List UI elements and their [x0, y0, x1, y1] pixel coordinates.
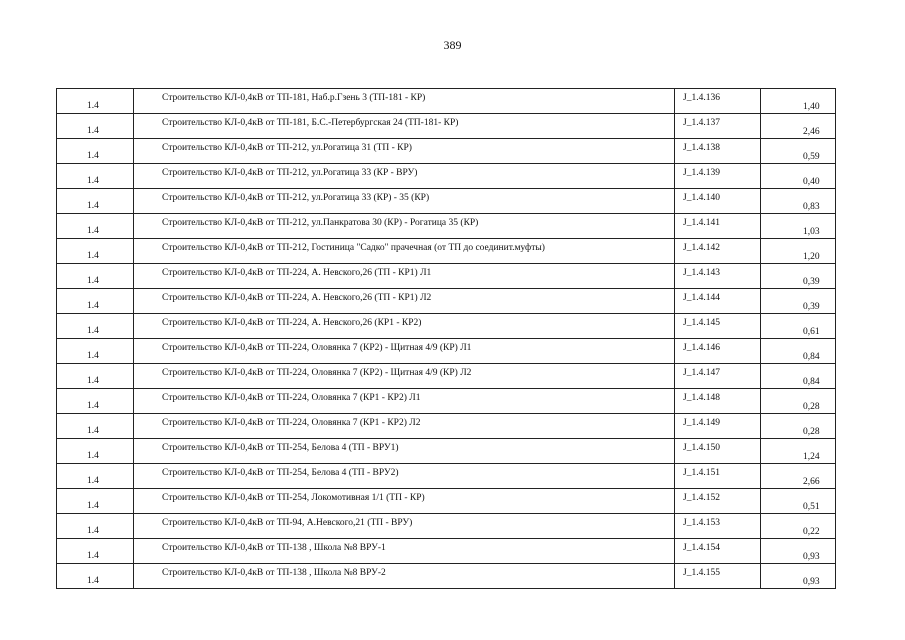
row-code-cell [57, 164, 134, 189]
row-description: Строительство КЛ-0,4кВ от ТП-224, А. Невского,26 (ТП - КР1) Л1 [162, 268, 432, 278]
row-id: J_1.4.153 [683, 518, 720, 528]
row-id: J_1.4.150 [683, 443, 720, 453]
row-value-cell [761, 464, 836, 489]
row-id: J_1.4.143 [683, 268, 720, 278]
row-code-cell [57, 89, 134, 114]
row-value: 1,03 [803, 227, 820, 237]
row-description-cell [134, 439, 675, 464]
row-value: 1,24 [803, 452, 820, 462]
table-row [57, 239, 836, 264]
row-id: J_1.4.148 [683, 393, 720, 403]
row-description-cell [134, 464, 675, 489]
row-value-cell [761, 89, 836, 114]
row-value-cell [761, 264, 836, 289]
row-value-cell [761, 339, 836, 364]
row-description-cell [134, 264, 675, 289]
table-row [57, 214, 836, 239]
row-value-cell [761, 489, 836, 514]
table-row [57, 389, 836, 414]
row-id: J_1.4.144 [683, 293, 720, 303]
row-id-cell [675, 164, 761, 189]
row-value-cell [761, 164, 836, 189]
row-description: Строительство КЛ-0,4кВ от ТП-181, Наб.р.Гзень 3 (ТП-181 - КР) [162, 93, 426, 103]
row-value: 0,59 [803, 152, 820, 162]
row-id-cell [675, 264, 761, 289]
row-id-cell [675, 514, 761, 539]
row-id: J_1.4.152 [683, 493, 720, 503]
row-description-cell [134, 139, 675, 164]
row-value: 0,61 [803, 327, 820, 337]
row-id-cell [675, 564, 761, 589]
row-value: 2,46 [803, 127, 820, 137]
row-id: J_1.4.142 [683, 243, 720, 253]
row-value-cell [761, 239, 836, 264]
row-code: 1.4 [87, 326, 99, 336]
row-code-cell [57, 289, 134, 314]
row-code: 1.4 [87, 201, 99, 211]
row-value: 1,40 [803, 102, 820, 112]
row-id: J_1.4.154 [683, 543, 720, 553]
row-id-cell [675, 439, 761, 464]
row-description-cell [134, 239, 675, 264]
document-table [56, 88, 836, 589]
row-description: Строительство КЛ-0,4кВ от ТП-212, ул.Панкратова 30 (КР) - Рогатица 35 (КР) [162, 218, 479, 228]
row-value: 0,40 [803, 177, 820, 187]
row-id: J_1.4.137 [683, 118, 720, 128]
row-value: 0,22 [803, 527, 820, 537]
row-code-cell [57, 414, 134, 439]
row-description: Строительство КЛ-0,4кВ от ТП-254, Белова 4 (ТП - ВРУ1) [162, 443, 399, 453]
row-code: 1.4 [87, 276, 99, 286]
row-description: Строительство КЛ-0,4кВ от ТП-212, ул.Рогатица 33 (КР) - 35 (КР) [162, 193, 430, 203]
table-row [57, 489, 836, 514]
row-id-cell [675, 239, 761, 264]
row-value-cell [761, 314, 836, 339]
row-description: Строительство КЛ-0,4кВ от ТП-224, Оловянка 7 (КР1 - КР2) Л2 [162, 418, 421, 428]
row-id-cell [675, 389, 761, 414]
row-value: 0,83 [803, 202, 820, 212]
row-id: J_1.4.136 [683, 93, 720, 103]
row-id-cell [675, 414, 761, 439]
table-row [57, 114, 836, 139]
row-value-cell [761, 539, 836, 564]
row-description: Строительство КЛ-0,4кВ от ТП-212, ул.Рогатица 33 (КР - ВРУ) [162, 168, 418, 178]
row-code: 1.4 [87, 501, 99, 511]
table-row [57, 264, 836, 289]
row-id-cell [675, 214, 761, 239]
row-code: 1.4 [87, 151, 99, 161]
row-id: J_1.4.155 [683, 568, 720, 578]
row-value: 0,93 [803, 552, 820, 562]
row-code-cell [57, 314, 134, 339]
row-code-cell [57, 489, 134, 514]
row-id: J_1.4.140 [683, 193, 720, 203]
row-description-cell [134, 314, 675, 339]
row-value: 0,93 [803, 577, 820, 587]
row-id-cell [675, 314, 761, 339]
row-value-cell [761, 439, 836, 464]
row-description-cell [134, 514, 675, 539]
row-code-cell [57, 139, 134, 164]
row-description-cell [134, 214, 675, 239]
row-code: 1.4 [87, 351, 99, 361]
row-id-cell [675, 189, 761, 214]
row-description-cell [134, 414, 675, 439]
row-code-cell [57, 114, 134, 139]
row-description: Строительство КЛ-0,4кВ от ТП-224, А. Невского,26 (КР1 - КР2) [162, 318, 422, 328]
row-value: 0,39 [803, 277, 820, 287]
row-description-cell [134, 289, 675, 314]
table-row [57, 89, 836, 114]
row-value-cell [761, 364, 836, 389]
row-description: Строительство КЛ-0,4кВ от ТП-138 , Школа №8 ВРУ-2 [162, 568, 386, 578]
row-description: Строительство КЛ-0,4кВ от ТП-224, Оловянка 7 (КР2) - Щитная 4/9 (КР) Л1 [162, 343, 472, 353]
row-value-cell [761, 414, 836, 439]
row-value-cell [761, 389, 836, 414]
row-value-cell [761, 564, 836, 589]
row-id-cell [675, 539, 761, 564]
row-code-cell [57, 264, 134, 289]
row-value-cell [761, 214, 836, 239]
row-value: 0,51 [803, 502, 820, 512]
row-id-cell [675, 139, 761, 164]
row-code: 1.4 [87, 126, 99, 136]
table-body [57, 89, 836, 589]
row-code-cell [57, 439, 134, 464]
row-code-cell [57, 539, 134, 564]
row-code: 1.4 [87, 176, 99, 186]
row-value-cell [761, 139, 836, 164]
row-description-cell [134, 539, 675, 564]
row-code: 1.4 [87, 551, 99, 561]
row-code: 1.4 [87, 426, 99, 436]
row-code: 1.4 [87, 526, 99, 536]
row-id-cell [675, 339, 761, 364]
row-value-cell [761, 114, 836, 139]
row-code: 1.4 [87, 451, 99, 461]
table-row [57, 364, 836, 389]
row-code-cell [57, 564, 134, 589]
row-description-cell [134, 189, 675, 214]
row-code-cell [57, 514, 134, 539]
row-description-cell [134, 339, 675, 364]
row-id: J_1.4.146 [683, 343, 720, 353]
row-code: 1.4 [87, 101, 99, 111]
table-row [57, 339, 836, 364]
row-description: Строительство КЛ-0,4кВ от ТП-254, Локомотивная 1/1 (ТП - КР) [162, 493, 425, 503]
row-code: 1.4 [87, 476, 99, 486]
row-description: Строительство КЛ-0,4кВ от ТП-224, А. Невского,26 (ТП - КР1) Л2 [162, 293, 432, 303]
row-code: 1.4 [87, 376, 99, 386]
row-value: 0,28 [803, 402, 820, 412]
row-description: Строительство КЛ-0,4кВ от ТП-138 , Школа №8 ВРУ-1 [162, 543, 386, 553]
table-row [57, 439, 836, 464]
table-row [57, 139, 836, 164]
row-id-cell [675, 489, 761, 514]
row-id-cell [675, 364, 761, 389]
table-row [57, 314, 836, 339]
row-value-cell [761, 514, 836, 539]
row-code: 1.4 [87, 251, 99, 261]
row-value: 0,84 [803, 352, 820, 362]
row-code-cell [57, 339, 134, 364]
row-description-cell [134, 364, 675, 389]
row-description-cell [134, 114, 675, 139]
table-row [57, 414, 836, 439]
row-value: 1,20 [803, 252, 820, 262]
table-row [57, 564, 836, 589]
row-description: Строительство КЛ-0,4кВ от ТП-94, А.Невского,21 (ТП - ВРУ) [162, 518, 413, 528]
row-id: J_1.4.149 [683, 418, 720, 428]
row-description: Строительство КЛ-0,4кВ от ТП-212, Гостиница "Садко" прачечная (от ТП до соединит.муфты) [162, 243, 545, 253]
row-description: Строительство КЛ-0,4кВ от ТП-254, Белова 4 (ТП - ВРУ2) [162, 468, 399, 478]
row-description: Строительство КЛ-0,4кВ от ТП-224, Оловянка 7 (КР2) - Щитная 4/9 (КР) Л2 [162, 368, 472, 378]
table-row [57, 164, 836, 189]
row-code: 1.4 [87, 301, 99, 311]
table-row [57, 539, 836, 564]
row-code-cell [57, 189, 134, 214]
row-id: J_1.4.141 [683, 218, 720, 228]
row-id: J_1.4.151 [683, 468, 720, 478]
row-id: J_1.4.145 [683, 318, 720, 328]
table-row [57, 189, 836, 214]
row-value: 0,39 [803, 302, 820, 312]
row-description-cell [134, 389, 675, 414]
row-value: 0,28 [803, 427, 820, 437]
row-code-cell [57, 389, 134, 414]
row-description: Строительство КЛ-0,4кВ от ТП-181, Б.С.-Петербургская 24 (ТП-181- КР) [162, 118, 459, 128]
row-value: 2,66 [803, 477, 820, 487]
row-id: J_1.4.139 [683, 168, 720, 178]
row-code-cell [57, 464, 134, 489]
row-description-cell [134, 489, 675, 514]
row-description: Строительство КЛ-0,4кВ от ТП-212, ул.Рогатица 31 (ТП - КР) [162, 143, 412, 153]
row-description-cell [134, 564, 675, 589]
row-code: 1.4 [87, 226, 99, 236]
row-description-cell [134, 164, 675, 189]
row-id-cell [675, 89, 761, 114]
row-value: 0,84 [803, 377, 820, 387]
row-id-cell [675, 464, 761, 489]
row-id: J_1.4.147 [683, 368, 720, 378]
row-value-cell [761, 289, 836, 314]
row-description: Строительство КЛ-0,4кВ от ТП-224, Оловянка 7 (КР1 - КР2) Л1 [162, 393, 421, 403]
page-number: 389 [443, 38, 462, 52]
row-value-cell [761, 189, 836, 214]
row-code-cell [57, 239, 134, 264]
table-row [57, 464, 836, 489]
table-row [57, 514, 836, 539]
row-code: 1.4 [87, 576, 99, 586]
row-id-cell [675, 114, 761, 139]
row-code-cell [57, 214, 134, 239]
row-id-cell [675, 289, 761, 314]
row-code: 1.4 [87, 401, 99, 411]
row-description-cell [134, 89, 675, 114]
table-row [57, 289, 836, 314]
row-code-cell [57, 364, 134, 389]
row-id: J_1.4.138 [683, 143, 720, 153]
